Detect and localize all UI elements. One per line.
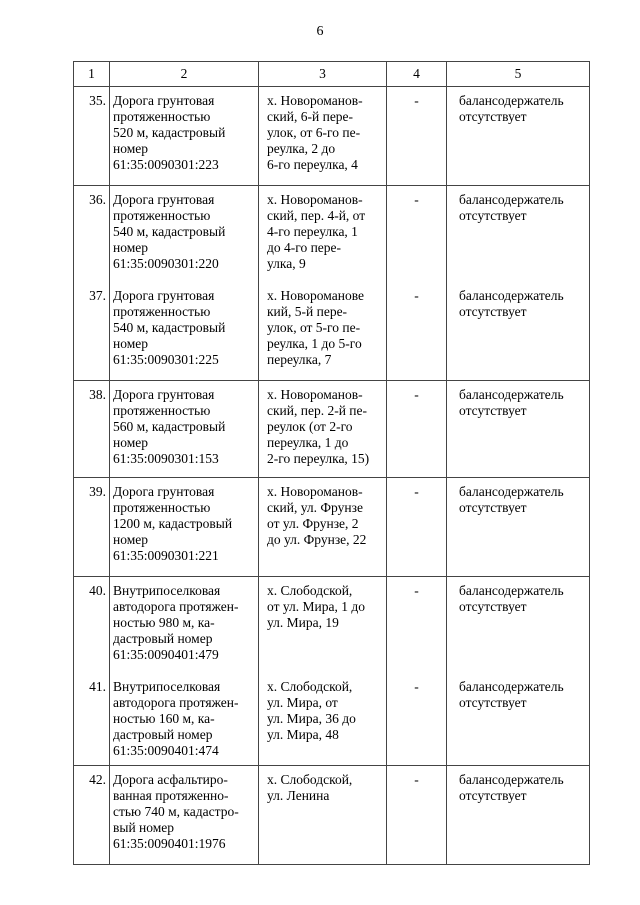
road-address-cell	[259, 478, 387, 577]
page-number: 6	[316, 24, 324, 39]
road-address: х. Слободской, ул. Ленина	[267, 772, 353, 803]
column-4-value-cell	[387, 87, 447, 186]
row-number: 35.	[89, 93, 106, 108]
road-name-cell	[110, 766, 259, 865]
row-number-cell	[74, 766, 110, 865]
balance-holder: балансодержатель отсутствует	[459, 772, 564, 803]
balance-holder-cell	[447, 577, 590, 674]
balance-holder-cell	[447, 87, 590, 186]
road-address-cell	[259, 186, 387, 283]
balance-holder-cell	[447, 186, 590, 283]
road-name-cell	[110, 282, 259, 381]
roads-table	[73, 61, 590, 865]
column-4-value-cell	[387, 577, 447, 674]
balance-holder: балансодержатель отсутствует	[459, 288, 564, 319]
balance-holder-cell	[447, 673, 590, 766]
row-number-cell	[74, 673, 110, 766]
row-number-cell	[74, 478, 110, 577]
balance-holder: балансодержатель отсутствует	[459, 583, 564, 614]
road-name-cell	[110, 381, 259, 478]
row-number: 36.	[89, 192, 106, 207]
column-4-value: -	[414, 192, 419, 207]
balance-holder-cell	[447, 478, 590, 577]
table-row	[74, 478, 590, 577]
road-address-cell	[259, 87, 387, 186]
table-header-row	[74, 62, 590, 87]
row-number: 42.	[89, 772, 106, 787]
row-number-cell	[74, 577, 110, 674]
header-cell-1: 1	[74, 62, 110, 87]
road-name-cell	[110, 673, 259, 766]
row-number: 37.	[89, 288, 106, 303]
balance-holder: балансодержатель отсутствует	[459, 484, 564, 515]
road-name: Дорога грунтовая протяженностью 1200 м, кадастровый номер 61:35:0090301:221	[113, 484, 233, 563]
road-name: Внутрипоселковая автодорога протяжен- ностью 160 м, ка- дастровый номер 61:35:0090401:474	[113, 679, 239, 758]
column-4-value: -	[414, 93, 419, 108]
road-address: х. Слободской, от ул. Мира, 1 до ул. Мира, 19	[267, 583, 365, 630]
table-row	[74, 577, 590, 674]
balance-holder: балансодержатель отсутствует	[459, 192, 564, 223]
balance-holder: балансодержатель отсутствует	[459, 679, 564, 710]
column-4-value: -	[414, 679, 419, 694]
balance-holder-cell	[447, 766, 590, 865]
column-4-value-cell	[387, 766, 447, 865]
header-cell-2: 2	[110, 62, 259, 87]
header-cell-5: 5	[447, 62, 590, 87]
column-4-value: -	[414, 484, 419, 499]
table-row	[74, 381, 590, 478]
balance-holder-cell	[447, 282, 590, 381]
balance-holder: балансодержатель отсутствует	[459, 387, 564, 418]
road-address: х. Новороманов- ский, пер. 4-й, от 4-го переулка, 1 до 4-го пере- улка, 9	[267, 192, 366, 271]
road-name-cell	[110, 87, 259, 186]
column-4-value: -	[414, 583, 419, 598]
column-4-value: -	[414, 387, 419, 402]
column-4-value-cell	[387, 673, 447, 766]
road-address: х. Новороманов- ский, пер. 2-й пе- реулок (от 2-го переулка, 1 до 2-го переулка, 15)	[267, 387, 370, 466]
balance-holder: балансодержатель отсутствует	[459, 93, 564, 124]
column-4-value: -	[414, 288, 419, 303]
header-cell-3: 3	[259, 62, 387, 87]
header-cell-4: 4	[387, 62, 447, 87]
road-name-cell	[110, 577, 259, 674]
balance-holder-cell	[447, 381, 590, 478]
row-number-cell	[74, 87, 110, 186]
road-address-cell	[259, 673, 387, 766]
row-number: 41.	[89, 679, 106, 694]
column-4-value-cell	[387, 381, 447, 478]
road-name-cell	[110, 478, 259, 577]
road-address: х. Новороманов- ский, ул. Фрунзе от ул. Фрунзе, 2 до ул. Фрунзе, 22	[267, 484, 367, 547]
road-name: Дорога грунтовая протяженностью 560 м, кадастровый номер 61:35:0090301:153	[113, 387, 226, 466]
table-row	[74, 186, 590, 283]
table-row	[74, 766, 590, 865]
row-number-cell	[74, 186, 110, 283]
column-4-value-cell	[387, 282, 447, 381]
road-address: х. Новороманове кий, 5-й пере- улок, от 5-го пе- реулка, 1 до 5-го переулка, 7	[267, 288, 364, 367]
road-name: Внутрипоселковая автодорога протяжен- ностью 980 м, ка- дастровый номер 61:35:0090401:479	[113, 583, 239, 662]
road-name: Дорога асфальтиро- ванная протяженно- стью 740 м, кадастро- вый номер 61:35:0090401:1976	[113, 772, 239, 851]
road-address-cell	[259, 381, 387, 478]
row-number-cell	[74, 381, 110, 478]
column-4-value: -	[414, 772, 419, 787]
table-row	[74, 673, 590, 766]
road-name: Дорога грунтовая протяженностью 540 м, кадастровый номер 61:35:0090301:220	[113, 192, 226, 271]
column-4-value-cell	[387, 478, 447, 577]
road-address: х. Новороманов- ский, 6-й пере- улок, от 6-го пе- реулка, 2 до 6-го переулка, 4	[267, 93, 363, 172]
road-address: х. Слободской, ул. Мира, от ул. Мира, 36 до ул. Мира, 48	[267, 679, 356, 742]
table-row	[74, 87, 590, 186]
row-number: 40.	[89, 583, 106, 598]
road-address-cell	[259, 282, 387, 381]
road-address-cell	[259, 577, 387, 674]
column-4-value-cell	[387, 186, 447, 283]
row-number: 38.	[89, 387, 106, 402]
road-address-cell	[259, 766, 387, 865]
table-row	[74, 282, 590, 381]
road-name: Дорога грунтовая протяженностью 520 м, кадастровый номер 61:35:0090301:223	[113, 93, 226, 172]
road-name-cell	[110, 186, 259, 283]
row-number-cell	[74, 282, 110, 381]
road-name: Дорога грунтовая протяженностью 540 м, кадастровый номер 61:35:0090301:225	[113, 288, 226, 367]
row-number: 39.	[89, 484, 106, 499]
